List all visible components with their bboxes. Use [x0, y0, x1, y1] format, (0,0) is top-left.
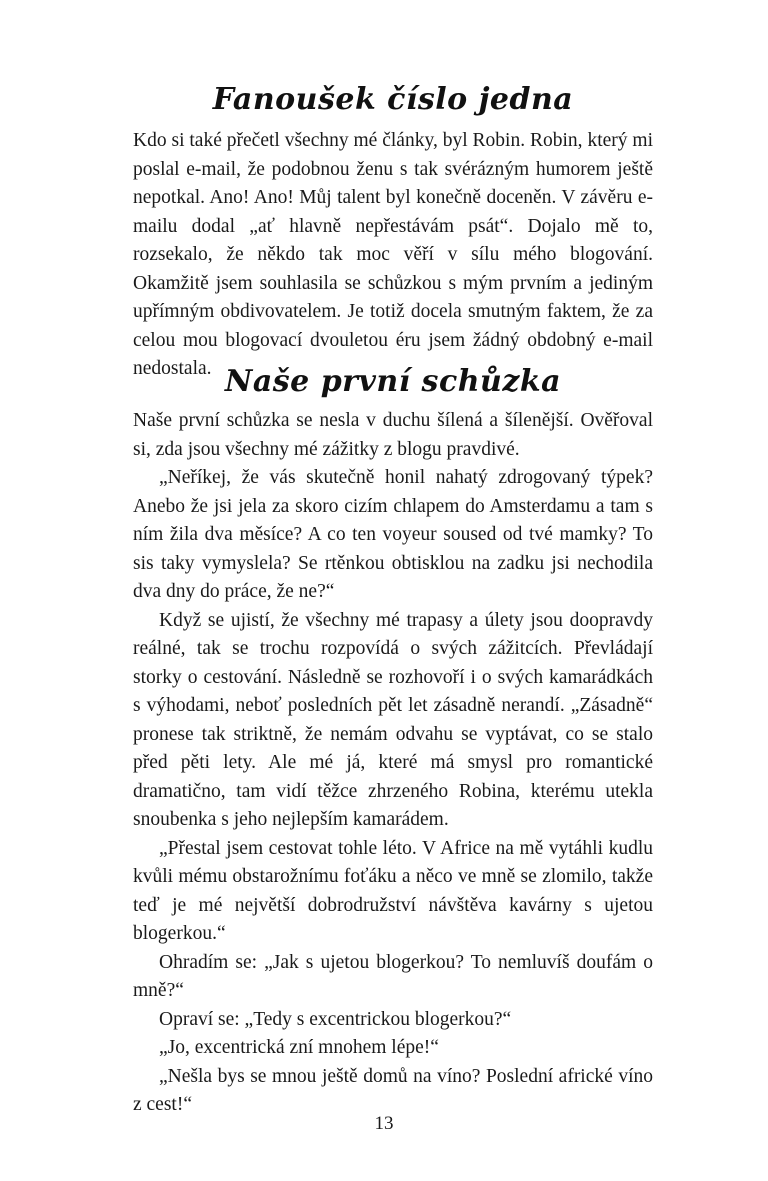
- section-body-fan: [133, 127, 653, 384]
- paragraph: Opraví se: „Tedy s excentrickou blogerkou?“: [159, 1008, 512, 1030]
- section-heading-first-date: Naše první schůzka: [224, 364, 562, 399]
- page-number: 13: [374, 1113, 394, 1134]
- paragraph: Ohradím se: „Jak s ujetou blogerkou? To nemluvíš doufám o mně?“: [133, 951, 653, 1001]
- paragraph: „Nešla bys se mnou ještě domů na víno? Poslední africké víno z cest!“: [133, 1065, 653, 1115]
- paragraph: Naše první schůzka se nesla v duchu šílená a šílenější. Ověřoval si, zda jsou všechny mé zážitky z blogu pravdivé.: [133, 410, 653, 460]
- paragraph: Kdo si také přečetl všechny mé články, byl Robin. Robin, který mi poslal e-mail, že podobnou ženu s tak svérázným humorem ještě nepotkal. Ano! Ano! Můj talent byl konečně doceněn. V závěru e-mailu dodal „ať hlavně nepřestávám psát“. Dojalo mě to, rozsekalo, že někdo tak moc věří v sílu mého blogování. Okamžitě jsem souhlasila se schůzkou s mým prvním a jediným upřímným obdivovatelem. Je totiž docela smutným faktem, že za celou mou blogovací dvouletou éru jsem žádný obdobný e-mail nedostala.: [133, 130, 653, 379]
- section-heading-fan: Fanoušek číslo jedna: [212, 82, 574, 117]
- paragraph: „Přestal jsem cestovat tohle léto. V Africe na mě vytáhli kudlu kvůli mému obstarožnímu foťáku a něco ve mně se zlomilo, takže teď je mé největší dobrodružství návštěva kavárny s ujetou blogerkou.“: [133, 837, 653, 944]
- paragraph: „Jo, excentrická zní mnohem lépe!“: [159, 1037, 439, 1058]
- paragraph: Když se ujistí, že všechny mé trapasy a úlety jsou doopravdy reálné, tak se trochu rozpovídá o svých zážitcích. Převládají storky o cestování. Následně se rozhovoří i o svých kamarádkách s výhodami, neboť posledních pět let zásadně nerandí. „Zásadně“ pronese tak striktně, že nemám odvahu se vyptávat, co se stalo před pěti lety. Ale mé já, které má smysl pro romantické dramatično, tam vidí těžce zhrzeného Robina, kterému utekla snoubenka s jeho nejlepším kamarádem.: [133, 609, 653, 830]
- section-body-first-date: [133, 407, 653, 1120]
- paragraph: „Neříkej, že vás skutečně honil nahatý zdrogovaný týpek? Anebo že jsi jela za skoro cizím chlapem do Amsterdamu a tam s ním žila dva měsíce? A co ten voyeur soused od tvé mamky? To sis taky vymyslela? Se rtěnkou obtisklou na zadku jsi nechodila dva dny do práce, že ne?“: [133, 467, 653, 602]
